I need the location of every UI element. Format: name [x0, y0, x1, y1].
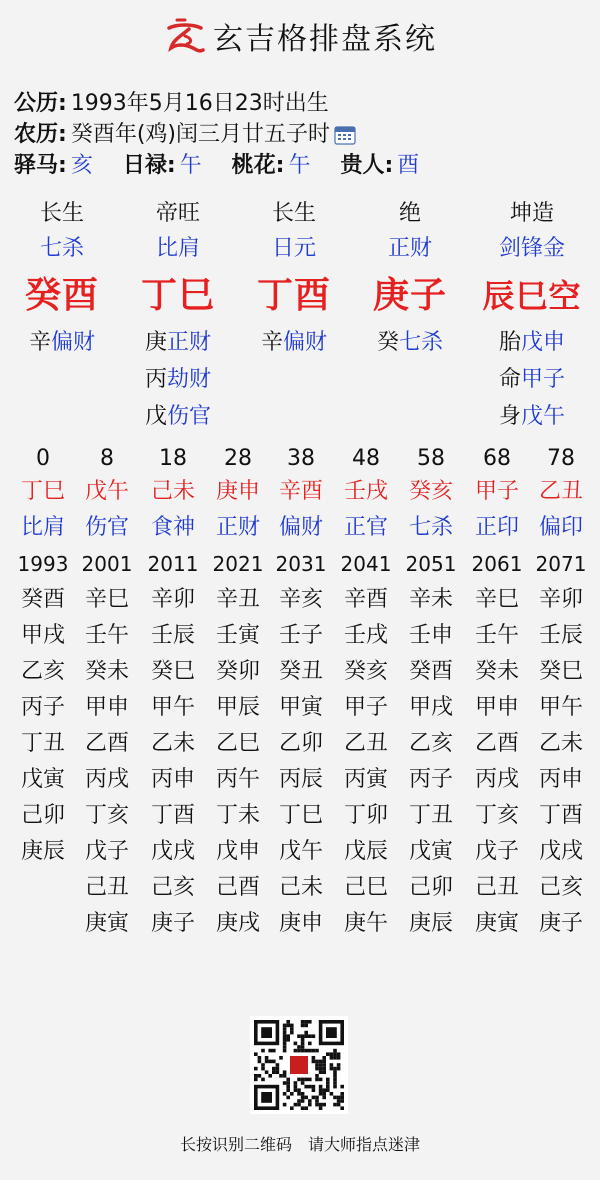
flow-year-ganzhi: 戊戌 [150, 839, 195, 864]
shengong-row: 身戊午 [498, 404, 566, 429]
luck-start-year: 2061 [471, 552, 523, 576]
luck-column [140, 444, 206, 942]
gender-label: 坤造 [509, 201, 554, 226]
pillar-god: 比肩 [155, 236, 200, 261]
birth-info [14, 88, 594, 181]
flow-year-ganzhi: 甲辰 [215, 695, 260, 720]
flow-year-ganzhi: 庚寅 [474, 911, 519, 936]
flow-year-ganzhi: 壬戌 [343, 623, 388, 648]
flow-year-ganzhi: 辛卯 [538, 587, 583, 612]
flow-year-ganzhi: 庚戌 [215, 911, 260, 936]
luck-ganzhi: 乙丑 [538, 479, 583, 504]
flow-year-ganzhi: 庚辰 [20, 839, 65, 864]
luck-god: 比肩 [20, 515, 65, 540]
flow-year-ganzhi: 戊辰 [343, 839, 388, 864]
nongli-row [14, 119, 594, 150]
luck-start-year: 2001 [81, 552, 133, 576]
hidden-stem-row: 辛偏财 [28, 330, 96, 355]
flow-year-ganzhi: 丙申 [150, 767, 195, 792]
flow-year-ganzhi: 丙寅 [343, 767, 388, 792]
flow-year-ganzhi: 癸亥 [343, 659, 388, 684]
flow-year-ganzhi: 壬子 [278, 623, 323, 648]
pillar-state: 长生 [39, 201, 84, 226]
flow-year-ganzhi: 丁丑 [408, 803, 453, 828]
flow-year-ganzhi: 己巳 [343, 875, 388, 900]
flow-year-ganzhi: 癸丑 [278, 659, 323, 684]
luck-start-year: 2071 [535, 552, 587, 576]
flow-year-ganzhi: 庚寅 [84, 911, 129, 936]
flow-year-ganzhi: 庚子 [538, 911, 583, 936]
flow-year-ganzhi: 己亥 [150, 875, 195, 900]
flow-year-ganzhi: 戊子 [84, 839, 129, 864]
flow-year-ganzhi: 甲寅 [278, 695, 323, 720]
flow-year-ganzhi: 庚申 [278, 911, 323, 936]
flow-year-ganzhi: 甲子 [343, 695, 388, 720]
flow-year-ganzhi: 辛未 [408, 587, 453, 612]
flow-year-ganzhi: 己丑 [474, 875, 519, 900]
luck-column [10, 444, 76, 870]
flow-year-ganzhi: 己卯 [408, 875, 453, 900]
luck-god: 正印 [474, 515, 519, 540]
flow-year-ganzhi: 癸酉 [20, 587, 65, 612]
flow-year-ganzhi: 甲申 [474, 695, 519, 720]
pillar-state: 长生 [271, 201, 316, 226]
flow-year-ganzhi: 壬午 [474, 623, 519, 648]
luck-start-year: 1993 [17, 552, 69, 576]
flow-year-ganzhi: 戊戌 [538, 839, 583, 864]
luck-column [205, 444, 271, 942]
shensha-row [14, 150, 594, 181]
app-title: 玄吉格排盘系统 [213, 22, 437, 57]
luck-god: 偏财 [278, 515, 323, 540]
flow-year-ganzhi: 壬申 [408, 623, 453, 648]
flow-year-ganzhi: 戊寅 [20, 767, 65, 792]
flow-year-ganzhi: 癸未 [84, 659, 129, 684]
flow-year-ganzhi: 辛亥 [278, 587, 323, 612]
flow-year-ganzhi: 己亥 [538, 875, 583, 900]
flow-year-ganzhi: 甲午 [150, 695, 195, 720]
flow-year-ganzhi: 丙子 [20, 695, 65, 720]
luck-column [464, 444, 530, 942]
luck-start-year: 2031 [275, 552, 327, 576]
flow-year-ganzhi: 辛卯 [150, 587, 195, 612]
flow-year-ganzhi: 丁未 [215, 803, 260, 828]
taohua-value: 午 [288, 153, 311, 178]
flow-year-ganzhi: 戊申 [215, 839, 260, 864]
pillar-ganzhi: 癸酉 [24, 275, 99, 316]
luck-age: 8 [100, 446, 114, 471]
flow-year-ganzhi: 乙亥 [408, 731, 453, 756]
luck-column [268, 444, 334, 942]
luck-ganzhi: 己未 [150, 479, 195, 504]
gongli-row [14, 88, 594, 119]
flow-year-ganzhi: 丙戌 [84, 767, 129, 792]
flow-year-ganzhi: 丁亥 [84, 803, 129, 828]
flow-year-ganzhi: 丁丑 [20, 731, 65, 756]
flow-year-ganzhi: 己丑 [84, 875, 129, 900]
flow-year-ganzhi: 癸未 [474, 659, 519, 684]
app-header [0, 12, 600, 60]
flow-year-ganzhi: 辛巳 [84, 587, 129, 612]
guiren-value: 酉 [397, 153, 420, 178]
flow-year-ganzhi: 辛丑 [215, 587, 260, 612]
flow-year-ganzhi: 丙辰 [278, 767, 323, 792]
calendar-icon[interactable] [334, 125, 356, 145]
qr-code[interactable] [250, 1016, 348, 1114]
flow-year-ganzhi: 乙巳 [215, 731, 260, 756]
flow-year-ganzhi: 癸卯 [215, 659, 260, 684]
luck-god: 七杀 [408, 515, 453, 540]
nongli-value: 癸酉年(鸡)闰三月廿五子时 [70, 122, 330, 147]
luck-start-year: 2021 [212, 552, 264, 576]
kongwang: 辰巳空 [482, 277, 582, 315]
luck-start-year: 2051 [405, 552, 457, 576]
flow-year-ganzhi: 丙戌 [474, 767, 519, 792]
flow-year-ganzhi: 丁酉 [538, 803, 583, 828]
luck-column [333, 444, 399, 942]
flow-year-ganzhi: 甲戌 [20, 623, 65, 648]
flow-year-ganzhi: 壬辰 [150, 623, 195, 648]
flow-year-ganzhi: 庚午 [343, 911, 388, 936]
luck-column [528, 444, 594, 942]
pillar-hour [350, 198, 470, 361]
luck-start-year: 2011 [147, 552, 199, 576]
pillar-ganzhi: 丁巳 [140, 275, 215, 316]
luck-age: 0 [36, 446, 50, 471]
flow-year-ganzhi: 丁亥 [474, 803, 519, 828]
pillar-day [234, 198, 354, 361]
flow-year-ganzhi: 辛巳 [474, 587, 519, 612]
luck-god: 正财 [215, 515, 260, 540]
flow-year-ganzhi: 丙申 [538, 767, 583, 792]
flow-year-ganzhi: 己卯 [20, 803, 65, 828]
flow-year-ganzhi: 丙午 [215, 767, 260, 792]
flow-year-ganzhi: 乙卯 [278, 731, 323, 756]
luck-god: 偏印 [538, 515, 583, 540]
luck-column [398, 444, 464, 942]
flow-year-ganzhi: 丁巳 [278, 803, 323, 828]
qr-caption: 长按识别二维码 请大师指点迷津 [179, 1135, 420, 1154]
flow-year-ganzhi: 乙酉 [84, 731, 129, 756]
flow-year-ganzhi: 丁卯 [343, 803, 388, 828]
flow-year-ganzhi: 戊寅 [408, 839, 453, 864]
taohua-label: 桃花: [231, 153, 285, 178]
hidden-stem-row: 癸七杀 [376, 330, 444, 355]
yima-label: 驿马: [14, 153, 67, 178]
gongli-label: 公历: [14, 91, 67, 116]
flow-year-ganzhi: 乙酉 [474, 731, 519, 756]
luck-column [74, 444, 140, 942]
pillar-year [2, 198, 122, 361]
pillar-god: 正财 [387, 236, 432, 261]
xuanji-logo-icon [163, 14, 207, 58]
nongli-label: 农历: [14, 122, 67, 147]
hidden-stem-row: 丙劫财 [144, 367, 212, 392]
minggong-row: 命甲子 [498, 367, 566, 392]
pillar-extra [472, 198, 592, 435]
luck-god: 伤官 [84, 515, 129, 540]
hidden-stem-row: 辛偏财 [260, 330, 328, 355]
luck-age: 18 [159, 446, 187, 471]
flow-year-ganzhi: 戊子 [474, 839, 519, 864]
flow-year-ganzhi: 甲申 [84, 695, 129, 720]
guiren-label: 贵人: [340, 153, 394, 178]
luck-ganzhi: 辛酉 [278, 479, 323, 504]
luck-ganzhi: 戊午 [84, 479, 129, 504]
qr-code-icon[interactable] [250, 1016, 348, 1114]
flow-year-ganzhi: 癸巳 [150, 659, 195, 684]
luck-age: 38 [287, 446, 315, 471]
flow-year-ganzhi: 乙丑 [343, 731, 388, 756]
rilu-label: 日禄: [122, 153, 176, 178]
flow-year-ganzhi: 乙亥 [20, 659, 65, 684]
luck-start-year: 2041 [340, 552, 392, 576]
hidden-stem-row: 庚正财 [144, 330, 212, 355]
luck-ganzhi: 癸亥 [408, 479, 453, 504]
flow-year-ganzhi: 戊午 [278, 839, 323, 864]
luck-age: 68 [483, 446, 511, 471]
pillar-ganzhi: 丁酉 [256, 275, 331, 316]
pillar-state: 绝 [398, 201, 421, 226]
luck-ganzhi: 丁巳 [20, 479, 65, 504]
flow-year-ganzhi: 癸巳 [538, 659, 583, 684]
luck-ganzhi: 壬戌 [343, 479, 388, 504]
pillar-month [118, 198, 238, 435]
luck-ganzhi: 甲子 [474, 479, 519, 504]
pillar-ganzhi: 庚子 [372, 275, 447, 316]
nayin: 剑锋金 [498, 236, 565, 261]
flow-year-ganzhi: 辛酉 [343, 587, 388, 612]
flow-year-ganzhi: 壬午 [84, 623, 129, 648]
flow-year-ganzhi: 己未 [278, 875, 323, 900]
yima-value: 亥 [70, 153, 93, 178]
flow-year-ganzhi: 庚辰 [408, 911, 453, 936]
luck-god: 正官 [343, 515, 388, 540]
flow-year-ganzhi: 乙未 [150, 731, 195, 756]
flow-year-ganzhi: 丁酉 [150, 803, 195, 828]
luck-age: 28 [224, 446, 252, 471]
flow-year-ganzhi: 壬辰 [538, 623, 583, 648]
flow-year-ganzhi: 壬寅 [215, 623, 260, 648]
flow-year-ganzhi: 乙未 [538, 731, 583, 756]
flow-year-ganzhi: 甲戌 [408, 695, 453, 720]
flow-year-ganzhi: 癸酉 [408, 659, 453, 684]
rilu-value: 午 [179, 153, 202, 178]
flow-year-ganzhi: 甲午 [538, 695, 583, 720]
luck-age: 58 [417, 446, 445, 471]
hidden-stem-row: 戊伤官 [144, 404, 212, 429]
flow-year-ganzhi: 己酉 [215, 875, 260, 900]
gongli-value: 1993年5月16日23时出生 [70, 91, 329, 116]
taiyuan-row: 胎戊申 [498, 330, 566, 355]
luck-age: 48 [352, 446, 380, 471]
luck-god: 食神 [150, 515, 195, 540]
pillar-god: 七杀 [39, 236, 84, 261]
luck-age: 78 [547, 446, 575, 471]
flow-year-ganzhi: 丙子 [408, 767, 453, 792]
luck-ganzhi: 庚申 [215, 479, 260, 504]
pillar-god: 日元 [271, 236, 316, 261]
pillar-state: 帝旺 [155, 201, 200, 226]
flow-year-ganzhi: 庚子 [150, 911, 195, 936]
